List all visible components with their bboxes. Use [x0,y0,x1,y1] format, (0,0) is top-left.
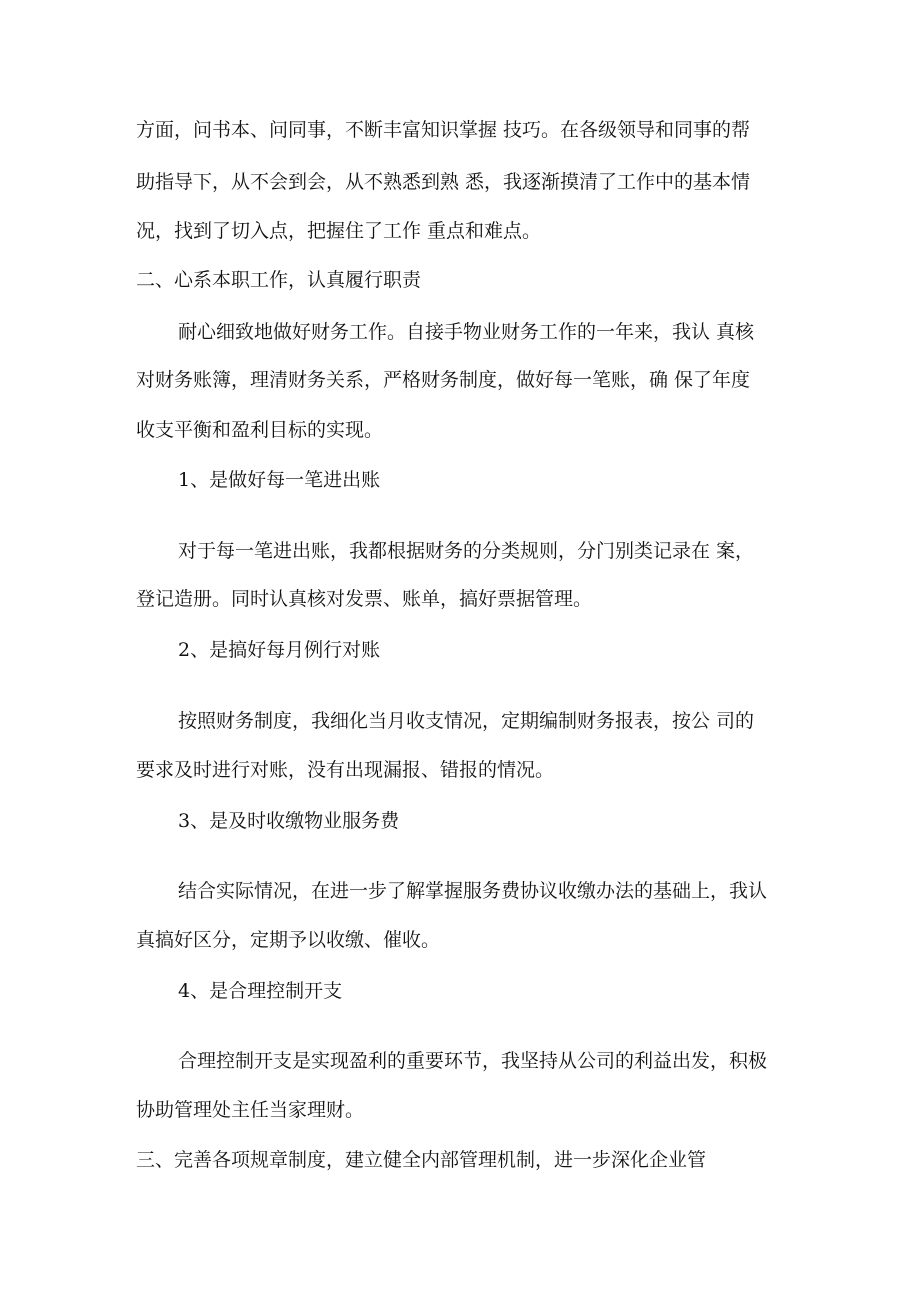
paragraph-4-line-2: 要求及时进行对账，没有出现漏报、错报的情况。 [136,759,555,781]
subheading-1: 1、是做好每一笔进出账 [178,469,381,491]
subheading-2: 2、是搞好每月例行对账 [178,639,381,661]
subheading-3: 3、是及时收缴物业服务费 [178,810,400,832]
paragraph-1-line-2: 助指导下，从不会到会，从不熟悉到熟 悉，我逐渐摸清了工作中的基本情 [136,171,751,193]
paragraph-3-line-2: 登记造册。同时认真核对发票、账单，搞好票据管理。 [136,588,593,610]
paragraph-2-line-1: 耐心细致地做好财务工作。自接手物业财务工作的一年来，我认 真核 [178,321,755,343]
paragraph-2-line-3: 收支平衡和盈利目标的实现。 [136,419,384,441]
paragraph-6-line-1: 合理控制开支是实现盈利的重要环节，我坚持从公司的利益出发，积极 [178,1050,768,1072]
paragraph-6-line-2: 协助管理处主任当家理财。 [136,1099,365,1121]
paragraph-5-line-2: 真搞好区分，定期予以收缴、催收。 [136,929,441,951]
paragraph-4-line-1: 按照财务制度，我细化当月收支情况，定期编制财务报表，按公 司的 [178,710,755,732]
paragraph-1-line-1: 方面，问书本、问同事，不断丰富知识掌握 技巧。在各级领导和同事的帮 [136,119,751,141]
paragraph-5-line-1: 结合实际情况，在进一步了解掌握服务费协议收缴办法的基础上，我认 [178,880,768,902]
section-heading-2: 二、心系本职工作，认真履行职责 [136,269,422,291]
paragraph-2-line-2: 对财务账簿，理清财务关系，严格财务制度，做好每一笔账，确 保了年度 [136,369,751,391]
paragraph-3-line-1: 对于每一笔进出账，我都根据财务的分类规则，分门别类记录在 案， [178,540,755,562]
paragraph-1-line-3: 况，找到了切入点，把握住了工作 重点和难点。 [136,220,542,242]
section-heading-3: 三、完善各项规章制度，建立健全内部管理机制，进一步深化企业管 [136,1149,707,1171]
subheading-4: 4、是合理控制开支 [178,980,343,1002]
